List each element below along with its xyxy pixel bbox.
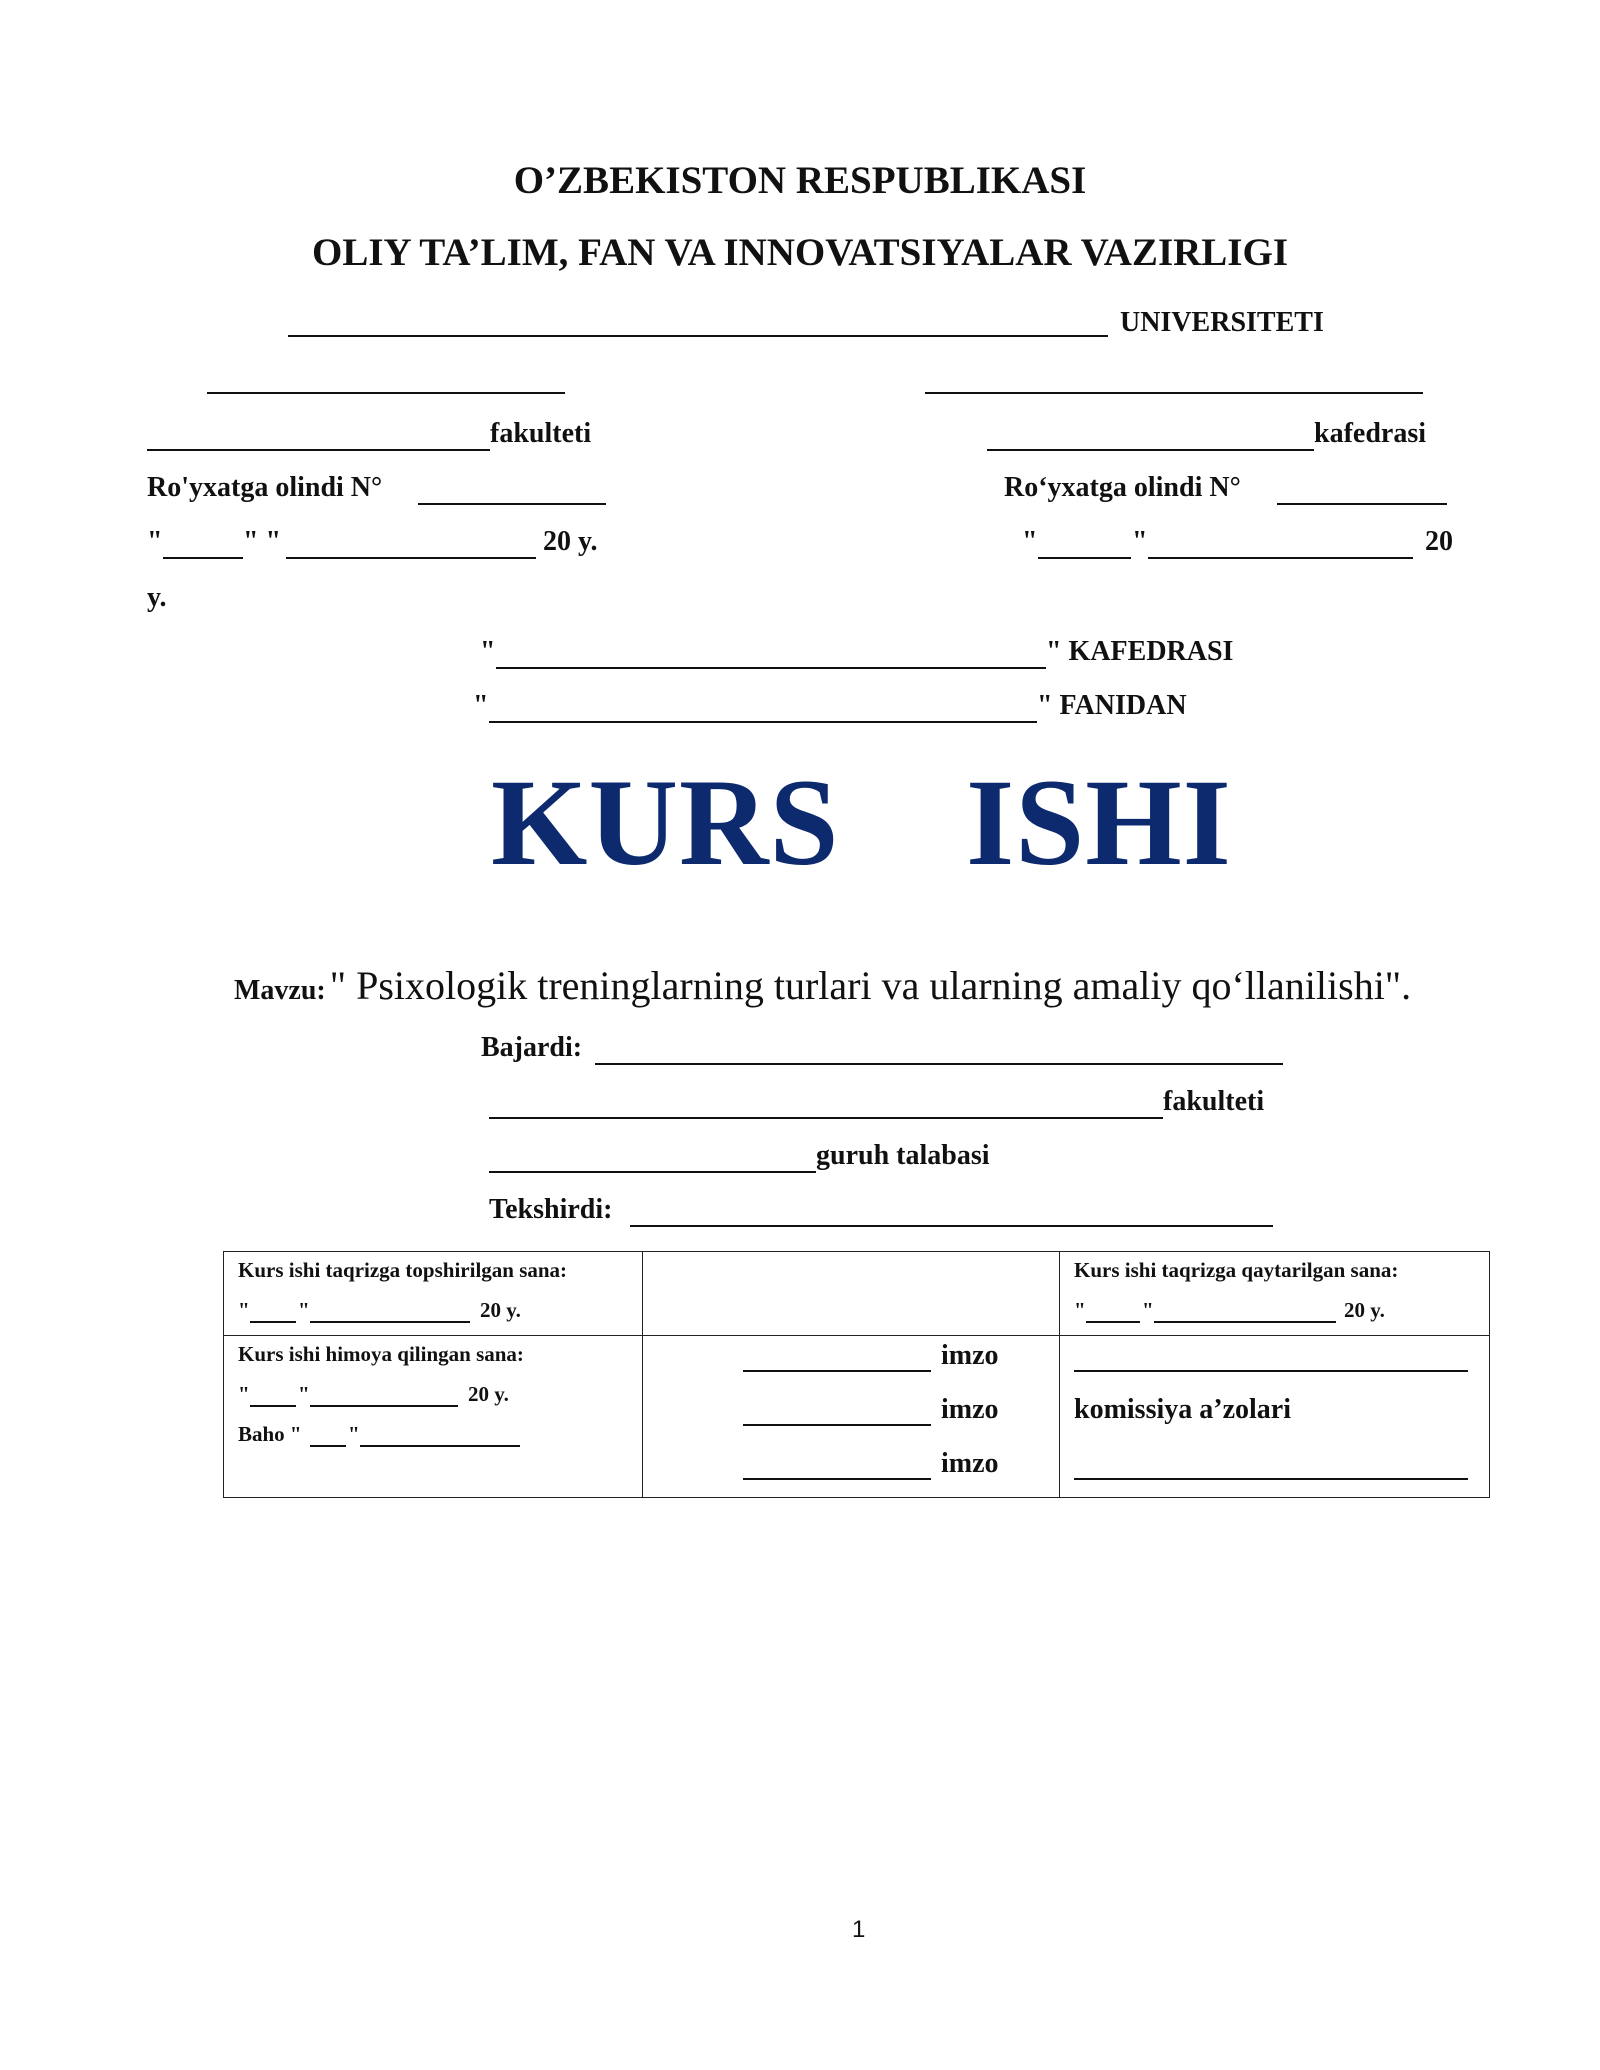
left-blank-line[interactable] bbox=[207, 392, 565, 394]
topic-text: " Psixologik treninglarning turlari va ularning amaliy qo‘llanilishi". bbox=[329, 963, 1412, 1008]
signatures-cell bbox=[643, 1336, 1060, 1498]
performer-faculty-label: fakulteti bbox=[1163, 1086, 1265, 1117]
done-name-line[interactable] bbox=[595, 1063, 1283, 1065]
returned-quote-open: " bbox=[1074, 1298, 1086, 1322]
done-label: Bajardi: bbox=[481, 1032, 583, 1063]
left-date-day-line[interactable] bbox=[163, 557, 243, 559]
group-label: guruh talabasi bbox=[816, 1140, 990, 1171]
topic-line bbox=[234, 962, 1411, 1009]
commission-top-line[interactable] bbox=[1074, 1370, 1468, 1372]
department-quote-open: " bbox=[480, 636, 496, 667]
right-date-quote-mid: " bbox=[1132, 526, 1148, 557]
grade-words-line[interactable] bbox=[360, 1445, 520, 1447]
left-registration-label: Ro'yxatga olindi N° bbox=[147, 472, 383, 503]
signature-line[interactable] bbox=[743, 1478, 931, 1480]
performer-faculty-line[interactable] bbox=[489, 1117, 1163, 1119]
submitted-cell bbox=[224, 1252, 643, 1336]
submitted-quote-open: " bbox=[238, 1298, 250, 1322]
left-date-quote-open: " bbox=[147, 526, 163, 557]
left-date-wrap: y. bbox=[147, 582, 167, 613]
returned-month-line[interactable] bbox=[1154, 1321, 1336, 1323]
course-name-line[interactable] bbox=[489, 721, 1037, 723]
course-label: " FANIDAN bbox=[1037, 690, 1187, 721]
right-registration-label: Ro‘yxatga olindi N° bbox=[1004, 472, 1241, 503]
left-registration-number-line[interactable] bbox=[418, 503, 606, 505]
returned-cell bbox=[1060, 1252, 1490, 1336]
submitted-day-line[interactable] bbox=[250, 1321, 296, 1323]
table-row bbox=[224, 1336, 1490, 1498]
checked-name-line[interactable] bbox=[630, 1225, 1273, 1227]
title-word-ishi: ISHI bbox=[966, 754, 1232, 891]
kafedra-label: " KAFEDRASI bbox=[1046, 636, 1234, 667]
grade-label: Baho " bbox=[238, 1422, 302, 1446]
defended-month-line[interactable] bbox=[310, 1405, 458, 1407]
left-date-month-line[interactable] bbox=[286, 557, 536, 559]
defended-year: 20 y. bbox=[468, 1382, 509, 1406]
defended-quote-open: " bbox=[238, 1382, 250, 1406]
submitted-label: Kurs ishi taqrizga topshirilgan sana: bbox=[238, 1258, 568, 1282]
right-date-day-line[interactable] bbox=[1038, 557, 1131, 559]
returned-label: Kurs ishi taqrizga qaytarilgan sana: bbox=[1074, 1258, 1399, 1282]
defended-cell bbox=[224, 1336, 643, 1498]
signature-line[interactable] bbox=[743, 1424, 931, 1426]
right-date-quote-open: " bbox=[1022, 526, 1038, 557]
submitted-month-line[interactable] bbox=[310, 1321, 470, 1323]
right-registration-number-line[interactable] bbox=[1277, 503, 1447, 505]
faculty-name-line[interactable] bbox=[147, 449, 490, 451]
defended-label: Kurs ishi himoya qilingan sana: bbox=[238, 1342, 524, 1366]
right-blank-line[interactable] bbox=[925, 392, 1423, 394]
right-date-year: 20 bbox=[1425, 526, 1453, 557]
group-line[interactable] bbox=[489, 1171, 816, 1173]
country-heading: O’ZBEKISTON RESPUBLIKASI bbox=[513, 159, 1087, 202]
kafedra-name-line[interactable] bbox=[496, 667, 1046, 669]
faculty-label: fakulteti bbox=[490, 418, 592, 449]
right-date-month-line[interactable] bbox=[1148, 557, 1413, 559]
commission-bottom-line[interactable] bbox=[1074, 1478, 1468, 1480]
middle-empty-cell bbox=[643, 1252, 1060, 1336]
commission-label: komissiya a’zolari bbox=[1074, 1394, 1291, 1425]
checked-label: Tekshirdi: bbox=[489, 1194, 613, 1225]
table-row bbox=[224, 1252, 1490, 1336]
department-label: kafedrasi bbox=[1314, 418, 1426, 449]
defended-day-line[interactable] bbox=[250, 1405, 296, 1407]
ministry-heading: OLIY TA’LIM, FAN VA INNOVATSIYALAR VAZIRLIGI bbox=[312, 231, 1288, 274]
returned-quote-close: " bbox=[1142, 1298, 1154, 1322]
returned-day-line[interactable] bbox=[1086, 1321, 1140, 1323]
signature-label: imzo bbox=[941, 1394, 999, 1425]
university-label: UNIVERSITETI bbox=[1120, 307, 1324, 338]
review-table bbox=[223, 1251, 1490, 1498]
returned-year: 20 y. bbox=[1344, 1298, 1385, 1322]
course-quote-open: " bbox=[473, 690, 489, 721]
left-date-quote-mid: " " bbox=[243, 526, 282, 557]
university-name-line[interactable] bbox=[288, 335, 1108, 337]
commission-cell bbox=[1060, 1336, 1490, 1498]
submitted-quote-close: " bbox=[298, 1298, 310, 1322]
signature-label: imzo bbox=[941, 1340, 999, 1371]
defended-quote-close: " bbox=[298, 1382, 310, 1406]
submitted-year: 20 y. bbox=[480, 1298, 521, 1322]
signature-label: imzo bbox=[941, 1448, 999, 1479]
signature-line[interactable] bbox=[743, 1370, 931, 1372]
left-date-year: 20 y. bbox=[543, 526, 598, 557]
title-word-kurs: KURS bbox=[491, 754, 840, 891]
grade-value-line[interactable] bbox=[310, 1445, 346, 1447]
grade-quote-close: " bbox=[348, 1422, 360, 1446]
page-number: 1 bbox=[852, 1916, 866, 1943]
topic-label: Mavzu: bbox=[234, 975, 326, 1006]
department-name-line[interactable] bbox=[987, 449, 1314, 451]
